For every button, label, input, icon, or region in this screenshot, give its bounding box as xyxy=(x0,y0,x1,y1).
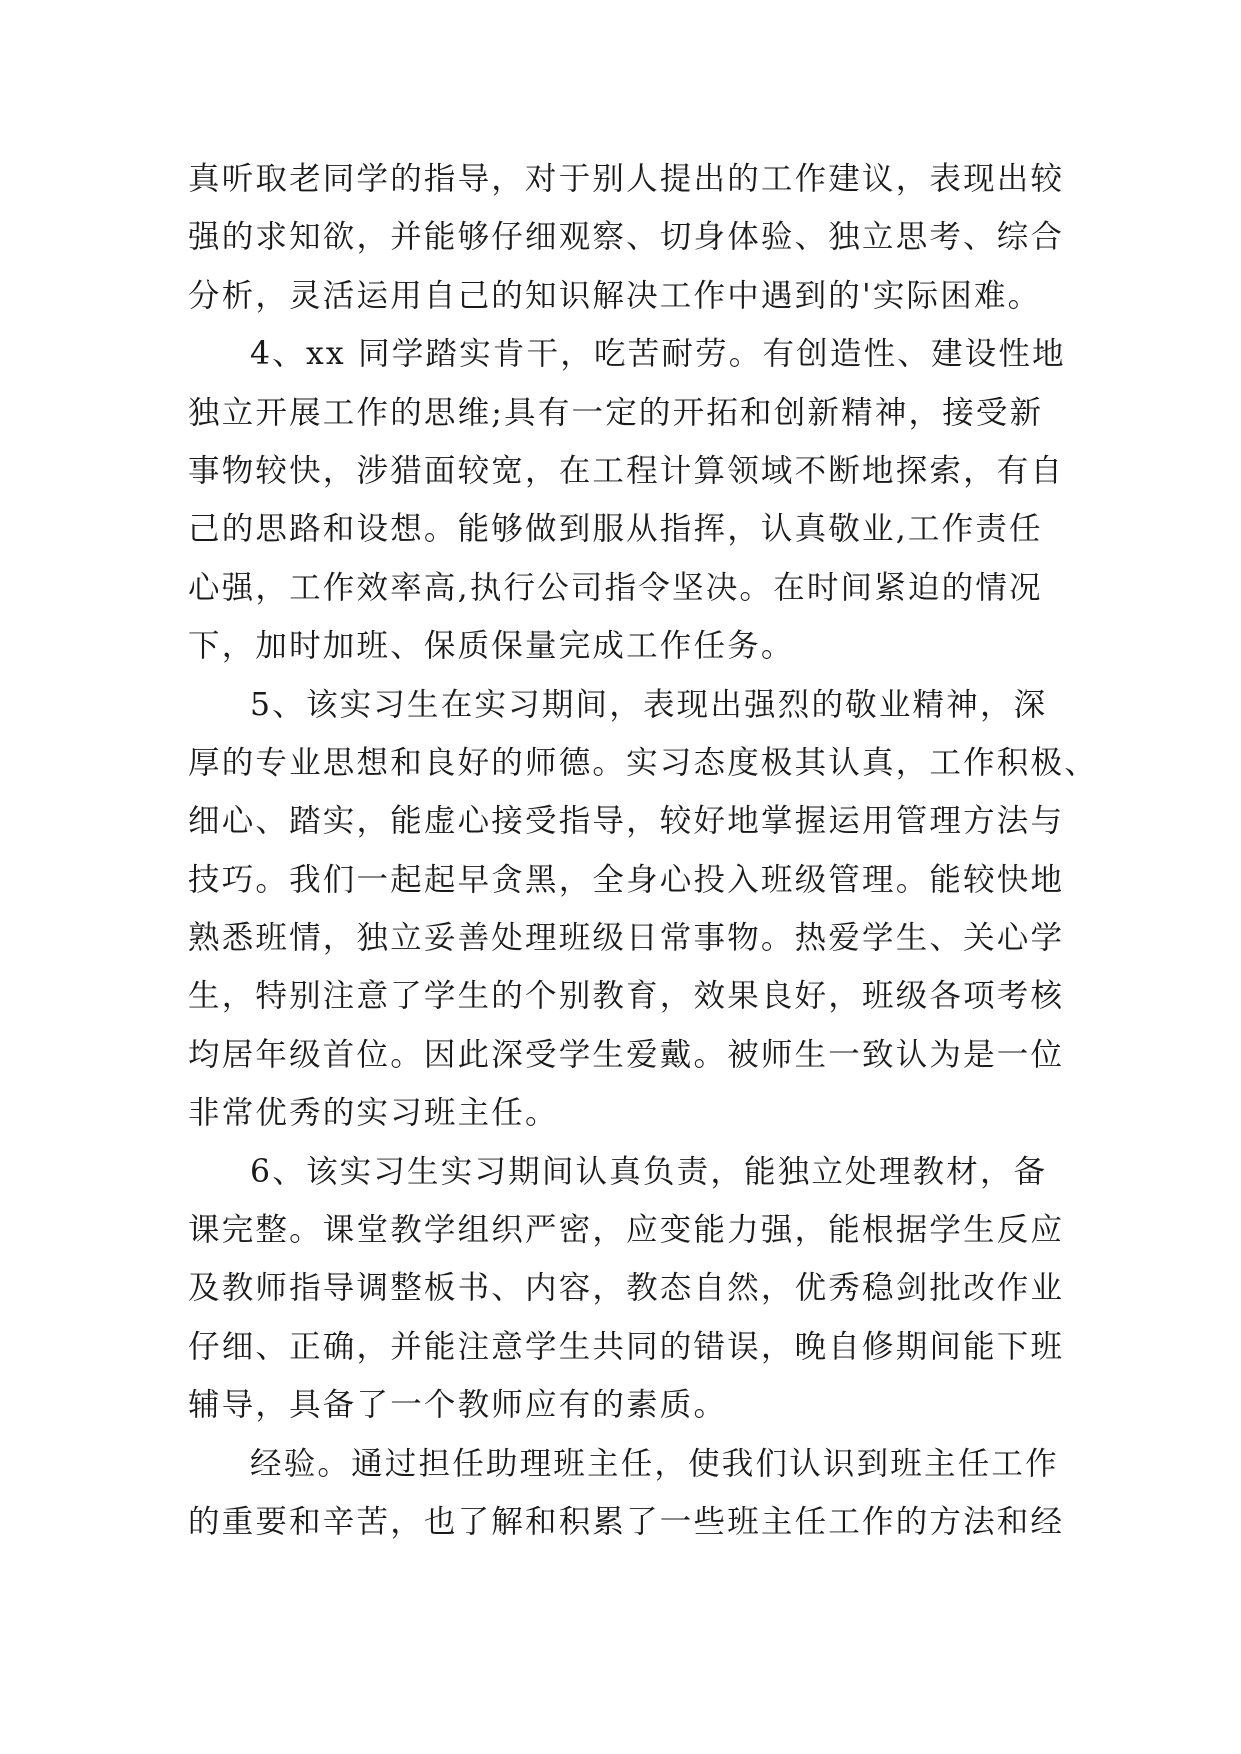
paragraph-start-line: 6、该实习生实习期间认真负责，能独立处理教材，备 xyxy=(250,1153,1048,1190)
text-line: 己的思路和设想。能够做到服从指挥，认真敬业,工作责任 xyxy=(188,511,1043,548)
paragraph-start-line: 5、该实习生在实习期间，表现出强烈的敬业精神，深 xyxy=(250,686,1048,723)
text-line: 均居年级首位。因此深受学生爱戴。被师生一致认为是一位 xyxy=(188,1036,1065,1073)
text-line: 分析，灵活运用自己的知识解决工作中遇到的'实际困难。 xyxy=(188,277,1042,314)
text-line: 课完整。课堂教学组织严密，应变能力强，能根据学生反应 xyxy=(188,1212,1065,1249)
paragraph-start-line: 4、xx 同学踏实肯干，吃苦耐劳。有创造性、建设性地 xyxy=(250,336,1066,373)
text-line: 下，加时加班、保质保量完成工作任务。 xyxy=(188,628,795,665)
body-text xyxy=(188,150,1098,1551)
text-line: 辅导，具备了一个教师应有的素质。 xyxy=(188,1387,728,1424)
text-line: 真听取老同学的指导，对于别人提出的工作建议，表现出较 xyxy=(188,161,1065,197)
text-line: 细心、踏实，能虚心接受指导，较好地掌握运用管理方法与 xyxy=(188,803,1065,840)
text-line: 独立开展工作的思维;具有一定的开拓和创新精神，接受新 xyxy=(188,394,1044,431)
text-line: 心强，工作效率高,执行公司指令坚决。在时间紧迫的情况 xyxy=(188,569,1043,606)
paragraph-start-line: 经验。通过担任助理班主任，使我们认识到班主任工作 xyxy=(250,1445,1059,1482)
text-line: 强的求知欲，并能够仔细观察、切身体验、独立思考、综合 xyxy=(188,219,1065,256)
text-line: 的重要和辛苦，也了解和积累了一些班主任工作的方法和经 xyxy=(188,1503,1065,1540)
text-line: 事物较快，涉猎面较宽，在工程计算领域不断地探索，有自 xyxy=(188,452,1065,489)
text-line: 非常优秀的实习班主任。 xyxy=(188,1095,559,1132)
text-line: 熟悉班情，独立妥善处理班级日常事物。热爱学生、关心学 xyxy=(188,920,1065,957)
text-line: 仔细、正确，并能注意学生共同的错误，晚自修期间能下班 xyxy=(188,1328,1065,1365)
text-line: 技巧。我们一起起早贪黑，全身心投入班级管理。能较快地 xyxy=(188,861,1065,898)
text-line: 厚的专业思想和良好的师德。实习态度极其认真，工作积极、 xyxy=(188,744,1098,781)
text-line: 生，特别注意了学生的个别教育，效果良好，班级各项考核 xyxy=(188,978,1065,1015)
text-line: 及教师指导调整板书、内容，教态自然，优秀稳剑批改作业 xyxy=(188,1270,1065,1307)
